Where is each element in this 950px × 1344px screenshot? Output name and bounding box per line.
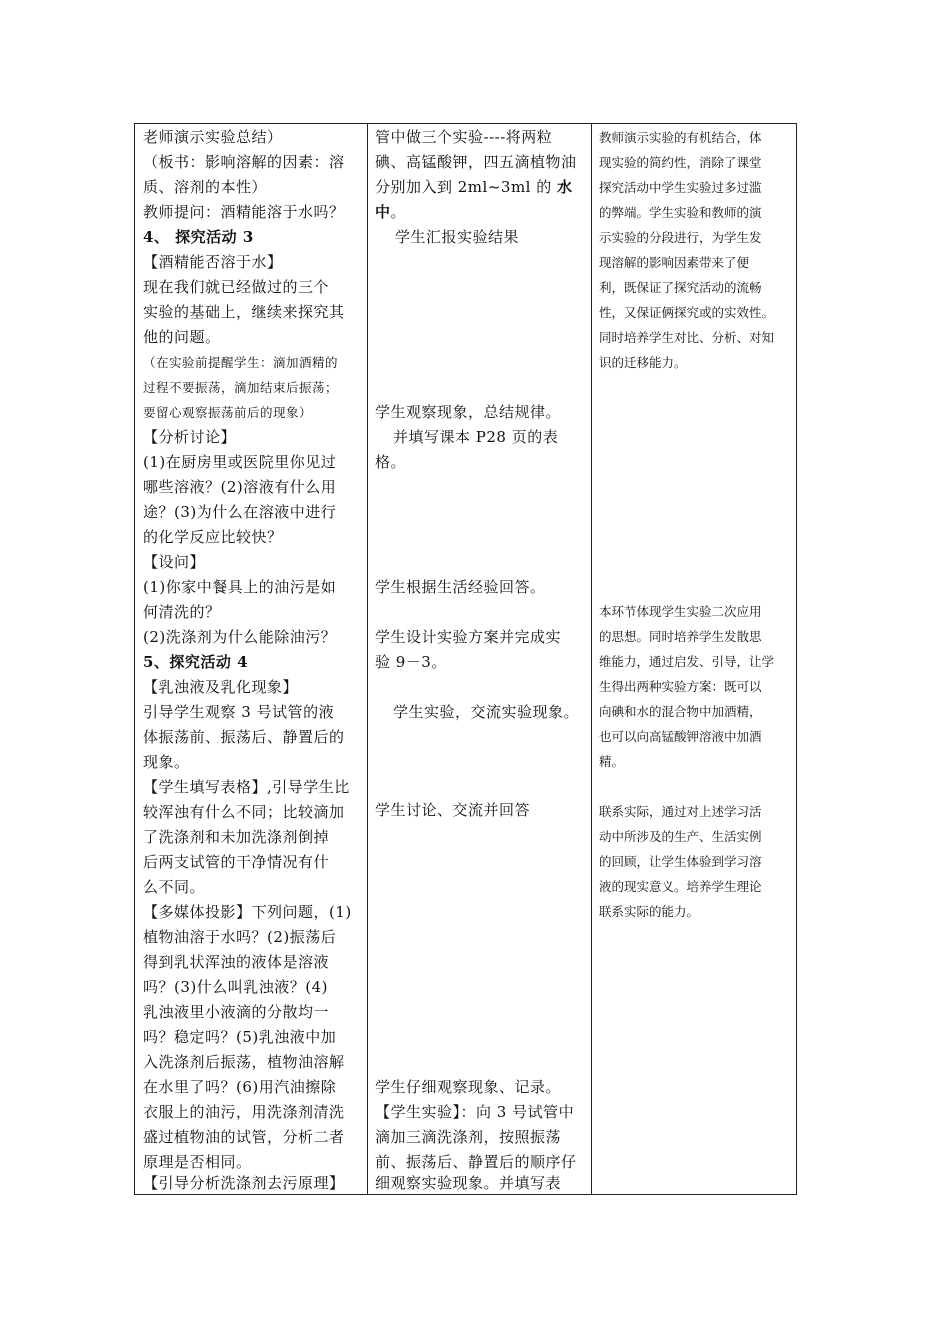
text-line: 学生讨论、交流并回答 (375, 801, 531, 819)
text-run: 。 (390, 203, 407, 221)
text-line: 植物油溶于水吗？(2)振荡后 (143, 928, 337, 946)
text-line: 现象。 (143, 753, 190, 771)
text-line: 较浑浊有什么不同；比较滴加 (143, 803, 345, 821)
text-line: 后两支试管的干净情况有什 (143, 853, 330, 871)
text-line: (1)你家中餐具上的油污是如 (143, 578, 337, 596)
text-line: 格。 (375, 453, 407, 471)
text-line: （板书：影响溶解的因素：溶 (143, 153, 345, 171)
text-line: 衣服上的油污，用洗涤剂清洗 (143, 1103, 345, 1121)
text-line: 教师提问：酒精能溶于水吗？ (143, 203, 345, 221)
text-line: 得到乳状浑浊的液体是溶液 (143, 953, 330, 971)
text-line: 途？(3)为什么在溶液中进行 (143, 503, 337, 521)
text-line: 【酒精能否溶于水】 (143, 253, 283, 271)
text-line: 么不同。 (143, 878, 206, 896)
text-line: 过程不要振荡，滴加结束后振荡； (143, 380, 339, 395)
text-line: 前、振荡后、静置后的顺序仔 (375, 1153, 577, 1171)
text-line: 质、溶剂的本性） (143, 178, 268, 196)
text-line (375, 177, 573, 197)
text-line: 老师演示实验总结） (143, 128, 283, 146)
text-line: 精。 (599, 754, 625, 769)
text-line: 维能力，通过启发、引导，让学 (599, 654, 775, 669)
text-line: 【乳浊液及乳化现象】 (143, 678, 299, 696)
section-heading: 4、 探究活动 3 (143, 228, 254, 246)
text-line: 液的现实意义。培养学生理论 (599, 879, 762, 894)
text-line: 验 9－3。 (375, 653, 447, 671)
text-line: 动中所涉及的生产、生活实例 (599, 829, 762, 844)
text-line: 并填写课本 P28 页的表 (393, 428, 559, 446)
text-line: (2)洗涤剂为什么能除油污？ (143, 628, 337, 646)
text-line: 学生根据生活经验回答。 (375, 578, 546, 596)
text-line: 吗？(3)什么叫乳浊液？(4) (143, 978, 328, 996)
text-line: 原理是否相同。 (143, 1153, 252, 1171)
text-line: 本环节体现学生实验二次应用 (599, 604, 762, 619)
section-heading: 5、探究活动 4 (143, 653, 249, 671)
text-line: 探究活动中学生实验过多过滥 (599, 180, 762, 195)
text-line: 乳浊液里小液滴的分散均一 (143, 1003, 330, 1021)
text-line: 管中做三个实验----将两粒 (375, 128, 553, 146)
text-line: 在水里了吗？(6)用汽油擦除 (143, 1078, 337, 1096)
text-line: 的弊端。学生实验和教师的演 (599, 205, 762, 220)
text-line: 【分析讨论】 (143, 428, 237, 446)
text-line: (1)在厨房里或医院里你见过 (143, 453, 337, 471)
column-divider-1 (367, 124, 368, 1194)
text-line: 向碘和水的混合物中加酒精， (599, 704, 762, 719)
text-line: 引导学生观察 3 号试管的液 (143, 703, 335, 721)
text-line: 碘、高锰酸钾，四五滴植物油 (375, 153, 577, 171)
text-line: 教师演示实验的有机结合，体 (599, 130, 762, 145)
text-line: 细观察实验现象。并填写表 (375, 1174, 562, 1192)
text-line: 性，又保证俩探究或的实效性。 (599, 305, 775, 320)
text-line: 了洗涤剂和未加洗涤剂倒掉 (143, 828, 330, 846)
text-line: 盛过植物油的试管，分析二者 (143, 1128, 345, 1146)
text-line: 现溶解的影响因素带来了便 (599, 255, 750, 270)
text-line: 学生仔细观察现象、记录。 (375, 1078, 562, 1096)
text-line: 识的迁移能力。 (599, 355, 687, 370)
text-line: 现在我们就已经做过的三个 (143, 278, 330, 296)
text-line: 现实验的简约性，消除了课堂 (599, 155, 762, 170)
text-line: 生得出两种实验方案：既可以 (599, 679, 762, 694)
text-line: 联系实际，通过对上述学习活 (599, 804, 762, 819)
text-line: （在实验前提醒学生：滴加酒精的 (143, 355, 339, 370)
text-line: 体振荡前、振荡后、静置后的 (143, 728, 345, 746)
text-line: 实验的基础上，继续来探究其 (143, 303, 345, 321)
text-line: 要留心观察振荡前后的现象） (143, 405, 313, 420)
text-line: 哪些溶液？(2)溶液有什么用 (143, 478, 337, 496)
text-line: 学生汇报实验结果 (395, 228, 520, 246)
text-line: 示实验的分段进行，为学生发 (599, 230, 762, 245)
text-line: 【学生填写表格】,引导学生比 (143, 778, 350, 796)
text-line: 的思想。同时培养学生发散思 (599, 629, 762, 644)
text-line: 的化学反应比较快？ (143, 528, 283, 546)
text-line: 【学生实验】：向 3 号试管中 (375, 1103, 575, 1121)
column-divider-2 (591, 124, 592, 1194)
text-line: 同时培养学生对比、分析、对知 (599, 330, 775, 345)
text-line: 学生设计实验方案并完成实 (375, 628, 562, 646)
text-line: 何清洗的？ (143, 603, 221, 621)
text-line: 的回顾，让学生体验到学习溶 (599, 854, 762, 869)
text-line: 【设问】 (143, 553, 206, 571)
text-line: 入洗涤剂后振荡，植物油溶解 (143, 1053, 345, 1071)
text-line: 吗？稳定吗？(5)乳浊液中加 (143, 1028, 337, 1046)
text-line: 【多媒体投影】下列问题，(1) (143, 903, 352, 921)
text-line: 滴加三滴洗涤剂，按照振荡 (375, 1128, 562, 1146)
text-line: 他的问题。 (143, 328, 221, 346)
text-line: 也可以向高锰酸钾溶液中加酒 (599, 729, 762, 744)
text-line: 学生实验，交流实验现象。 (393, 703, 580, 721)
text-line: 学生观察现象，总结规律。 (375, 403, 562, 421)
text-line: 【引导分析洗涤剂去污原理】 (143, 1174, 345, 1192)
lesson-plan-table (134, 123, 797, 1195)
text-line (375, 202, 406, 222)
text-run: 水 (557, 178, 573, 196)
text-run: 分别加入到 2ml~3ml 的 (375, 178, 552, 196)
text-line: 利，既保证了探究活动的流畅 (599, 280, 762, 295)
text-run: 中 (375, 203, 391, 221)
text-line: 联系实际的能力。 (599, 904, 700, 919)
